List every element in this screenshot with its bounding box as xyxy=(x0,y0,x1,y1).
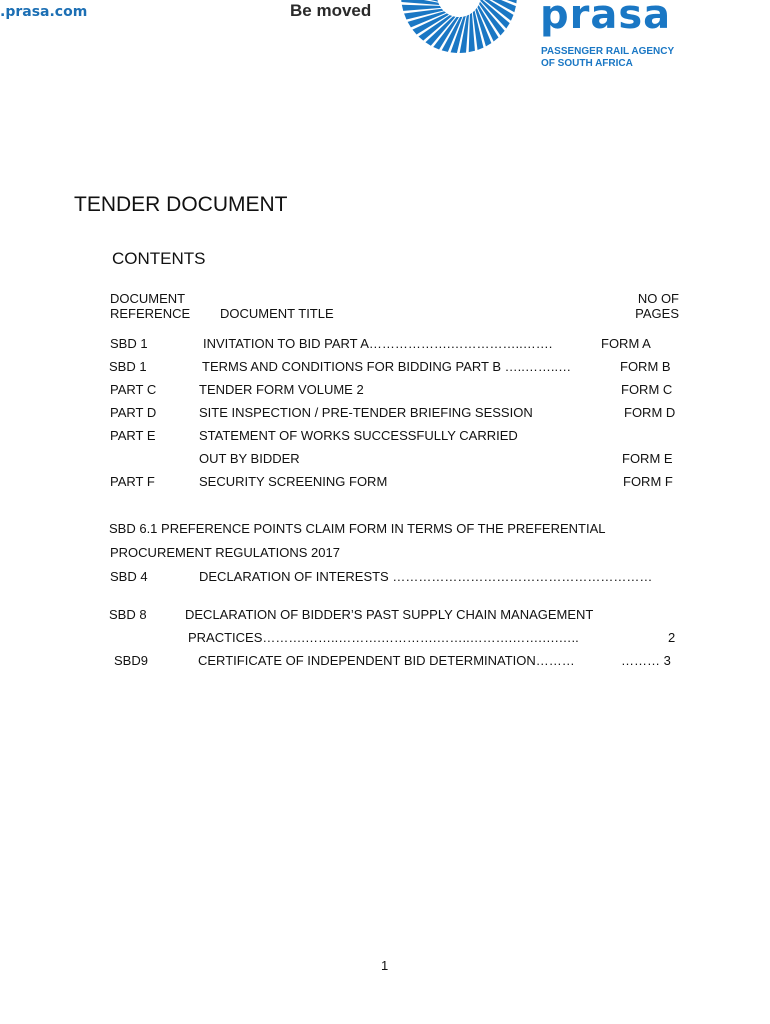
sbd8-line-1: DECLARATION OF BIDDER’S PAST SUPPLY CHAIN MANAGEMENT xyxy=(185,607,594,622)
row-pages-4: FORM D xyxy=(624,405,676,420)
row-ref-5: PART E xyxy=(110,428,156,443)
row-ref-7: PART F xyxy=(110,474,155,489)
row-title-1: INVITATION TO BID PART A……………….……………..……. xyxy=(203,336,553,351)
column-header-reference-line-1: DOCUMENT xyxy=(110,291,186,306)
row-ref-3: PART C xyxy=(110,382,157,397)
sbd9-pages: ……… 3 xyxy=(621,653,671,668)
prasa-logo-burst-icon xyxy=(400,0,518,54)
burst-ray xyxy=(401,0,439,5)
agency-name xyxy=(541,46,674,70)
sbd8-ref: SBD 8 xyxy=(109,607,147,622)
sbd9-ref: SBD9 xyxy=(114,653,148,668)
column-header-reference xyxy=(110,291,190,321)
sbd8-pages: 2 xyxy=(668,630,676,645)
row-pages-6: FORM E xyxy=(622,451,673,466)
agency-line-2: OF SOUTH AFRICA xyxy=(541,58,633,69)
document-title: TENDER DOCUMENT xyxy=(74,193,288,216)
page-number: 1 xyxy=(381,958,389,973)
sbd61-line-1: SBD 6.1 PREFERENCE POINTS CLAIM FORM IN TERMS OF THE PREFERENTIAL xyxy=(109,521,606,536)
row-title-4: SITE INSPECTION / PRE-TENDER BRIEFING SESSION xyxy=(199,405,533,420)
row-pages-3: FORM C xyxy=(621,382,673,397)
sbd4-ref: SBD 4 xyxy=(110,569,148,584)
row-pages-2: FORM B xyxy=(620,359,671,374)
contents-heading: CONTENTS xyxy=(112,249,206,268)
agency-line-1: PASSENGER RAIL AGENCY xyxy=(541,46,675,57)
column-header-reference-line-2: REFERENCE xyxy=(110,306,191,321)
sbd4-title: DECLARATION OF INTERESTS …………………………………………………… xyxy=(199,569,653,584)
tagline: Be moved xyxy=(290,1,372,20)
row-title-6: OUT BY BIDDER xyxy=(199,451,300,466)
row-ref-4: PART D xyxy=(110,405,157,420)
sbd9-title: CERTIFICATE OF INDEPENDENT BID DETERMINATION……… xyxy=(198,653,575,668)
column-header-title: DOCUMENT TITLE xyxy=(220,306,334,321)
row-pages-7: FORM F xyxy=(623,474,673,489)
column-header-pages-line-1: NO OF xyxy=(637,291,679,306)
row-ref-1: SBD 1 xyxy=(110,336,148,351)
column-header-pages xyxy=(630,291,679,321)
row-ref-2: SBD 1 xyxy=(109,359,147,374)
sbd8-line-2: PRACTICES……….……..……….………….……..……….…….….….. xyxy=(188,630,579,645)
column-header-pages-line-2: PAGES xyxy=(635,306,679,321)
website-url: .prasa.com xyxy=(0,4,88,20)
row-title-3: TENDER FORM VOLUME 2 xyxy=(199,382,364,397)
brand-logotype: prasa xyxy=(540,0,672,38)
sbd61-line-2: PROCUREMENT REGULATIONS 2017 xyxy=(110,545,340,560)
row-pages-1: FORM A xyxy=(601,336,651,351)
row-title-7: SECURITY SCREENING FORM xyxy=(199,474,388,489)
row-title-5: STATEMENT OF WORKS SUCCESSFULLY CARRIED xyxy=(199,428,518,443)
row-title-2: TERMS AND CONDITIONS FOR BIDDING PART B …..……..… xyxy=(202,359,572,374)
